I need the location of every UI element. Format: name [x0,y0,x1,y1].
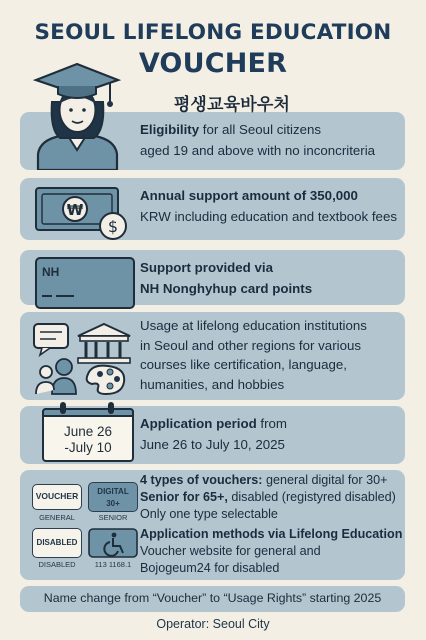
operator-footer: Operator: Seoul City [156,617,270,631]
institution-icon [78,324,130,363]
name-change-text: Name change from “Voucher” to “Usage Rights” starting 2025 [43,591,382,605]
svg-text:$: $ [107,217,119,236]
usage-panel [20,312,405,400]
disabled-voucher-icon: DISABLED [32,528,82,558]
speech-bubble-icon [34,324,68,355]
voucher-types-panel [20,470,405,580]
title-line-2: VOUCHER [138,48,288,79]
usage-text: Usage at lifelong education institutions in Seoul and other regions for various courses like certification, language, humanities, and hobbies [140,318,367,392]
svg-text:NH: NH [42,265,60,279]
digital-voucher-icon: DIGITAL 30+ [88,482,138,512]
card-panel [20,250,405,305]
graduate-avatar-icon [30,58,125,170]
credit-card-icon [34,256,138,310]
disabled-caption: DISABLED [38,560,76,569]
people-icon [36,359,76,394]
palette-icon [87,366,125,394]
calendar-date-start: June 26 [63,424,113,439]
voucher-types-text: 4 types of vouchers: general digital for 30+ Senior for 65+, disabled (registyred disabled) Only one type selectable [140,473,396,521]
name-change-panel [20,586,405,612]
money-icon [34,186,138,242]
card-text: Support provided via NH Nonghyhup card points [140,260,313,296]
period-panel [20,406,405,464]
support-amount-panel [20,178,405,240]
support-amount-text: Annual support amount of 350,000 KRW including education and textbook fees [140,188,397,224]
wheelchair-caption: 113 1168.1 [94,560,132,569]
eligibility-bold: Eligibility [140,122,200,137]
usage-icons [30,320,140,396]
svg-text:₩: ₩ [66,201,84,219]
period-text: Application period from June 26 to July 10, 2025 [140,416,288,452]
general-voucher-icon: VOUCHER [32,484,82,510]
application-methods-text: Application methods via Lifelong Education Voucher website for general and Bojogeum24 for disabled [140,527,403,575]
senior-caption: SENIOR [98,513,128,522]
calendar-icon [42,408,134,462]
calendar-date-end: -July 10 [64,440,112,455]
wheelchair-icon [88,528,138,558]
korean-title: 평생교육바우처 [173,95,291,115]
title-line-1: SEOUL LIFELONG EDUCATION [34,20,392,45]
eligibility-text: Eligibility for all Seoul citizens aged 19 and above with no inconcriteria [140,122,376,158]
general-caption: GENERAL [39,513,75,522]
